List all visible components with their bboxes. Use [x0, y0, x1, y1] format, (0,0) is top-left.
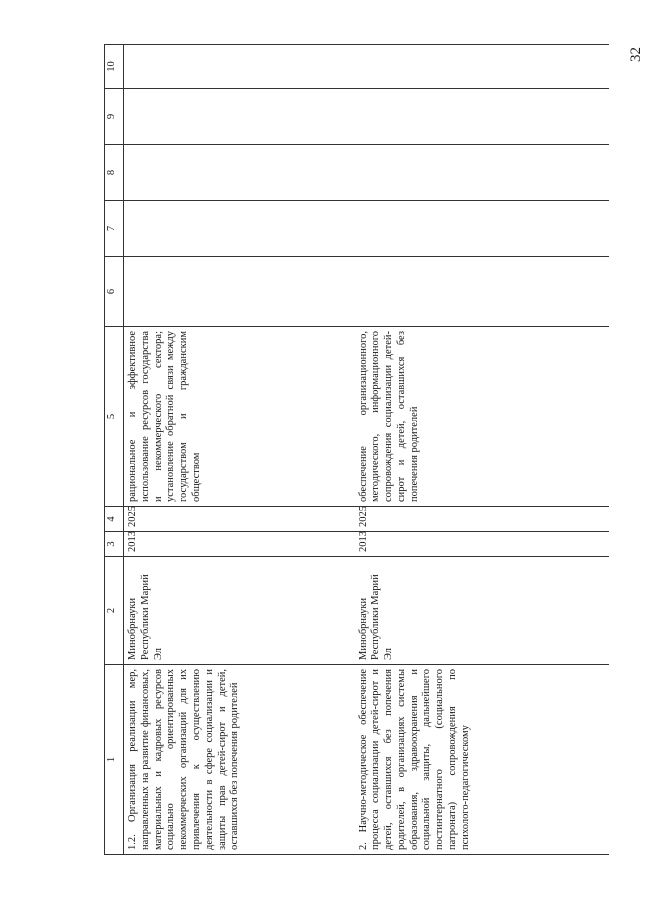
table-cell [349, 145, 609, 201]
table-cell [124, 45, 349, 89]
column-number-row [105, 45, 124, 855]
start-year-cell: 2013 [124, 532, 349, 557]
table-cell [124, 257, 349, 327]
table-cell [349, 89, 609, 145]
column-header: 7 [105, 201, 124, 257]
activity-cell: 1.2. Организация реализации мер, направленных на развитие финансовых, материальных и кадровых ресурсов социально ориентированных некоммерческих организаций для их привлечения к осуществлению деятельности в сфере социализации и защиты прав детей-сирот и детей, оставшихся без попечения родителей [124, 665, 349, 855]
table-cell [349, 201, 609, 257]
column-header: 8 [105, 145, 124, 201]
table-cell [349, 45, 609, 89]
column-header: 6 [105, 257, 124, 327]
page-number: 32 [628, 47, 644, 62]
table-cell [124, 89, 349, 145]
result-cell: обеспечение организационного, методического, информационного сопровождения социализации детей-сирот и детей, оставшихся без попечения родителей [349, 327, 609, 507]
column-header: 3 [105, 532, 124, 557]
column-header: 4 [105, 507, 124, 532]
table-row [124, 45, 349, 855]
measures-table [104, 44, 609, 855]
start-year-cell: 2013 [349, 532, 609, 557]
end-year-cell: 2025 [349, 507, 609, 532]
table-row [349, 45, 609, 855]
result-cell: рациональное и эффективное использование ресурсов государства и некоммерческого сектора; установление обратной связи между государством и гражданским обществом [124, 327, 349, 507]
table-cell [349, 257, 609, 327]
column-header: 10 [105, 45, 124, 89]
table-cell [124, 201, 349, 257]
rotated-page-content [104, 45, 626, 855]
column-header: 5 [105, 327, 124, 507]
executor-cell: Минобрнауки Республики Марий Эл [124, 557, 349, 665]
activity-cell: 2. Научно-методическое обеспечение процесса социализации детей-сирот и детей, оставшихся без попечения родителей, в организациях системы образования, здравоохранения и социальной защиты, дальнейшего постинтернатного (социального патроната) сопровождения по психолого-педагогическому [349, 665, 609, 855]
executor-cell: Минобрнауки Республики Марий Эл [349, 557, 609, 665]
column-header: 2 [105, 557, 124, 665]
column-header: 9 [105, 89, 124, 145]
table-cell [124, 145, 349, 201]
end-year-cell: 2025 [124, 507, 349, 532]
column-header: 1 [105, 665, 124, 855]
